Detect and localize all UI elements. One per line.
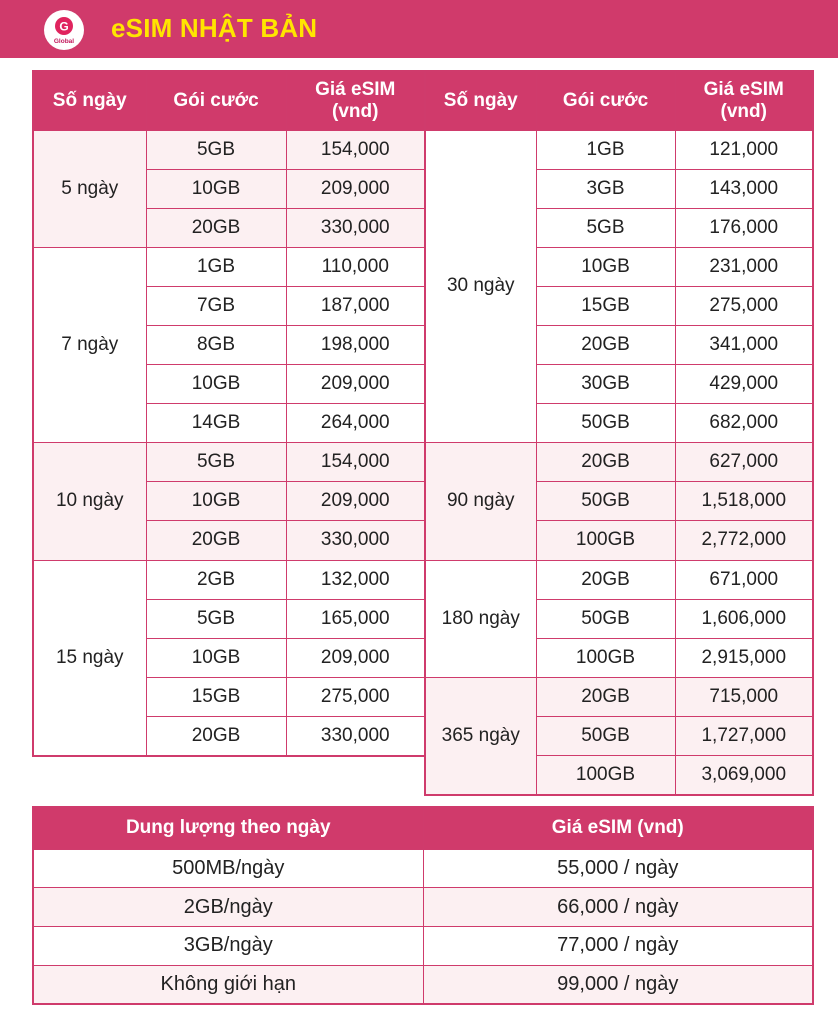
price-cell: 330,000 xyxy=(286,208,425,247)
header-daily-capacity: Dung lượng theo ngày xyxy=(33,807,423,849)
price-cell: 2,772,000 xyxy=(675,521,813,560)
package-cell: 20GB xyxy=(146,208,286,247)
package-cell: 1GB xyxy=(536,130,675,169)
price-cell: 2,915,000 xyxy=(675,638,813,677)
brand-logo xyxy=(44,10,84,50)
price-cell: 3,069,000 xyxy=(675,756,813,795)
header-days: Số ngày xyxy=(33,71,146,130)
price-table-right xyxy=(424,70,814,796)
price-cell: 1,606,000 xyxy=(675,599,813,638)
package-cell: 50GB xyxy=(536,482,675,521)
package-cell: 10GB xyxy=(146,365,286,404)
price-cell: 682,000 xyxy=(675,404,813,443)
header-price: Giá eSIM (vnd) xyxy=(286,71,425,130)
day-duration-cell: 180 ngày xyxy=(425,560,536,677)
daily-table-header-row xyxy=(33,807,813,849)
header-price: Giá eSIM (vnd) xyxy=(675,71,813,130)
price-cell: 264,000 xyxy=(286,404,425,443)
price-cell: 330,000 xyxy=(286,716,425,755)
package-cell: 10GB xyxy=(146,169,286,208)
price-cell: 275,000 xyxy=(286,677,425,716)
package-cell: 5GB xyxy=(536,208,675,247)
package-cell: 20GB xyxy=(536,677,675,716)
header-daily-price: Giá eSIM (vnd) xyxy=(423,807,813,849)
price-cell: 198,000 xyxy=(286,325,425,364)
daily-capacity-cell: 2GB/ngày xyxy=(33,888,423,927)
page-header xyxy=(0,0,838,58)
package-cell: 5GB xyxy=(146,130,286,169)
package-cell: 100GB xyxy=(536,638,675,677)
price-cell: 132,000 xyxy=(286,560,425,599)
package-cell: 5GB xyxy=(146,443,286,482)
daily-capacity-cell: Không giới hạn xyxy=(33,965,423,1004)
package-cell: 20GB xyxy=(536,325,675,364)
price-cell: 341,000 xyxy=(675,325,813,364)
table-row xyxy=(425,677,813,716)
price-table-left xyxy=(32,70,426,757)
table-row xyxy=(33,130,425,169)
price-cell: 627,000 xyxy=(675,443,813,482)
table-row xyxy=(33,888,813,927)
package-cell: 100GB xyxy=(536,756,675,795)
daily-price-cell: 55,000 / ngày xyxy=(423,849,813,888)
price-cell: 165,000 xyxy=(286,599,425,638)
package-cell: 20GB xyxy=(536,443,675,482)
table-row xyxy=(33,926,813,965)
price-cell: 154,000 xyxy=(286,130,425,169)
daily-capacity-cell: 500MB/ngày xyxy=(33,849,423,888)
table-header-row xyxy=(425,71,813,130)
package-cell: 10GB xyxy=(146,638,286,677)
table-row xyxy=(33,849,813,888)
table-row xyxy=(425,560,813,599)
day-duration-cell: 7 ngày xyxy=(33,247,146,442)
price-cell: 209,000 xyxy=(286,365,425,404)
page-title: eSIM NHẬT BẢN xyxy=(111,13,318,43)
price-cell: 209,000 xyxy=(286,169,425,208)
price-cell: 143,000 xyxy=(675,169,813,208)
price-cell: 110,000 xyxy=(286,247,425,286)
daily-price-table xyxy=(32,806,814,1005)
table-row xyxy=(425,130,813,169)
package-cell: 15GB xyxy=(146,677,286,716)
day-duration-cell: 365 ngày xyxy=(425,677,536,794)
svg-text:Global: Global xyxy=(53,38,75,45)
price-cell: 275,000 xyxy=(675,286,813,325)
package-cell: 20GB xyxy=(536,560,675,599)
price-cell: 209,000 xyxy=(286,638,425,677)
price-cell: 154,000 xyxy=(286,443,425,482)
package-cell: 3GB xyxy=(536,169,675,208)
day-duration-cell: 10 ngày xyxy=(33,443,146,560)
package-cell: 7GB xyxy=(146,286,286,325)
package-cell: 10GB xyxy=(146,482,286,521)
price-cell: 429,000 xyxy=(675,365,813,404)
package-cell: 8GB xyxy=(146,325,286,364)
package-cell: 5GB xyxy=(146,599,286,638)
daily-price-cell: 66,000 / ngày xyxy=(423,888,813,927)
price-cell: 715,000 xyxy=(675,677,813,716)
price-cell: 671,000 xyxy=(675,560,813,599)
price-cell: 330,000 xyxy=(286,521,425,560)
package-cell: 50GB xyxy=(536,599,675,638)
price-cell: 1,727,000 xyxy=(675,716,813,755)
daily-price-cell: 99,000 / ngày xyxy=(423,965,813,1004)
price-cell: 121,000 xyxy=(675,130,813,169)
package-cell: 20GB xyxy=(146,716,286,755)
day-duration-cell: 90 ngày xyxy=(425,443,536,560)
table-row xyxy=(33,247,425,286)
day-duration-cell: 5 ngày xyxy=(33,130,146,247)
table-row xyxy=(33,560,425,599)
table-header-row xyxy=(33,71,425,130)
price-cell: 176,000 xyxy=(675,208,813,247)
table-row xyxy=(33,443,425,482)
price-cell: 1,518,000 xyxy=(675,482,813,521)
package-cell: 15GB xyxy=(536,286,675,325)
price-cell: 231,000 xyxy=(675,247,813,286)
global-logo-icon xyxy=(47,13,81,47)
price-cell: 209,000 xyxy=(286,482,425,521)
package-cell: 100GB xyxy=(536,521,675,560)
package-cell: 14GB xyxy=(146,404,286,443)
package-cell: 1GB xyxy=(146,247,286,286)
daily-capacity-cell: 3GB/ngày xyxy=(33,926,423,965)
day-duration-cell: 15 ngày xyxy=(33,560,146,755)
package-cell: 20GB xyxy=(146,521,286,560)
header-days: Số ngày xyxy=(425,71,536,130)
daily-price-cell: 77,000 / ngày xyxy=(423,926,813,965)
day-duration-cell: 30 ngày xyxy=(425,130,536,443)
table-row xyxy=(425,443,813,482)
header-package: Gói cước xyxy=(146,71,286,130)
package-cell: 50GB xyxy=(536,404,675,443)
table-row xyxy=(33,965,813,1004)
package-cell: 50GB xyxy=(536,716,675,755)
header-package: Gói cước xyxy=(536,71,675,130)
package-cell: 30GB xyxy=(536,365,675,404)
package-cell: 10GB xyxy=(536,247,675,286)
package-cell: 2GB xyxy=(146,560,286,599)
svg-text:G: G xyxy=(59,19,69,34)
price-cell: 187,000 xyxy=(286,286,425,325)
